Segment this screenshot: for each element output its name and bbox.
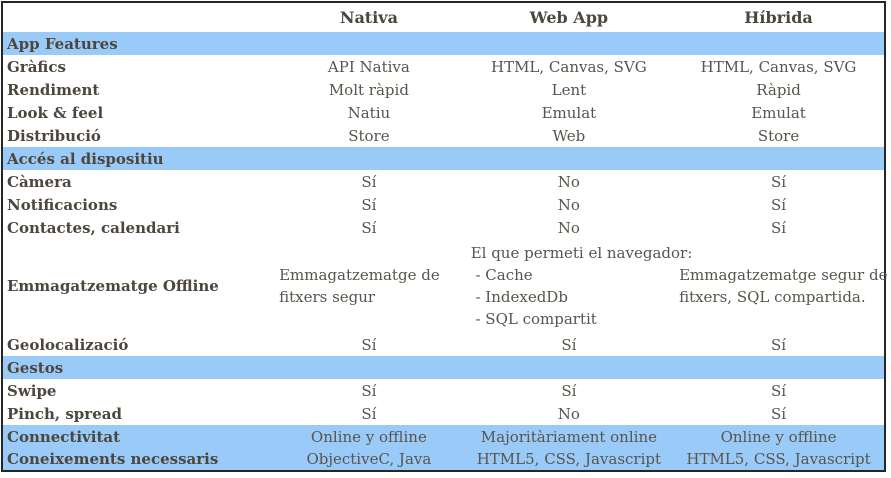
section-row (2, 356, 885, 379)
value-line: - IndexedDb (470, 288, 568, 306)
cell-value: Lent (551, 80, 587, 99)
cell-value: Sí (561, 335, 577, 354)
cell-value: HTML5, CSS, Javascript (465, 448, 673, 471)
row-label: Connectivitat (2, 425, 273, 448)
table-row (2, 78, 885, 101)
row-label: Geolocalizació (7, 335, 129, 354)
cell-value: Sí (770, 335, 787, 354)
row-label: Notificacions (7, 195, 118, 214)
multiline-value (471, 242, 693, 330)
table-row (2, 239, 885, 333)
cell-value: Sí (561, 381, 577, 400)
multiline-value (679, 264, 887, 308)
cell-value: Store (757, 126, 800, 145)
cell-value: Emulat (541, 103, 597, 122)
value-line: - SQL compartit (470, 310, 597, 328)
cell-value: Sí (361, 404, 377, 423)
cell-value: Online y offline (273, 425, 465, 448)
cell-value: No (557, 218, 580, 237)
value-line: fitxers, SQL compartida. (679, 288, 866, 306)
multiline-value (279, 264, 440, 308)
table-row (2, 402, 885, 425)
cell-value (465, 239, 693, 333)
table-row (2, 101, 885, 124)
column-header-nativa: Nativa (339, 7, 398, 27)
value-line: El que permeti el navegador: (470, 244, 693, 262)
section-row (2, 32, 885, 55)
cell-value: ObjectiveC, Java (273, 448, 465, 471)
row-label: Coneixements necessaris (2, 448, 273, 471)
row-label: Distribució (7, 126, 101, 145)
cell-value: No (557, 404, 580, 423)
cell-value: Online y offline (673, 425, 885, 448)
table-row (2, 55, 885, 78)
table-body (2, 32, 888, 471)
table-row (2, 448, 885, 471)
cell-value: No (557, 195, 580, 214)
table-row (2, 193, 885, 216)
cell-value: Molt ràpid (328, 80, 409, 99)
value-line: Emmagatzematge de (279, 266, 440, 284)
cell-value: API Nativa (327, 57, 410, 76)
cell-value: Store (348, 126, 390, 145)
table-row (2, 170, 885, 193)
cell-value: HTML5, CSS, Javascript (673, 448, 885, 471)
cell-value: Sí (361, 335, 377, 354)
cell-value: Sí (361, 195, 377, 214)
table-row (2, 124, 885, 147)
cell-value (673, 239, 888, 333)
cell-value: Sí (361, 381, 377, 400)
cell-value: Ràpid (756, 80, 801, 99)
cell-value: HTML, Canvas, SVG (700, 57, 857, 76)
cell-value: Sí (770, 404, 787, 423)
cell-value (273, 239, 465, 333)
section-label: App Features (2, 32, 885, 55)
row-label: Gràfics (7, 57, 66, 76)
value-line: fitxers segur (279, 288, 376, 306)
cell-value: Sí (361, 172, 377, 191)
cell-value: Sí (770, 195, 787, 214)
value-line: Emmagatzematge segur de (679, 266, 888, 284)
row-label: Swipe (7, 381, 57, 400)
table-row (2, 333, 885, 356)
table-row (2, 216, 885, 239)
column-header-webapp: Web App (529, 7, 609, 27)
row-label: Contactes, calendari (7, 218, 180, 237)
header-row (2, 2, 885, 32)
table-row (2, 379, 885, 402)
cell-value: Emulat (751, 103, 806, 122)
section-row (2, 147, 885, 170)
cell-value: Natiu (347, 103, 391, 122)
cell-value: No (557, 172, 580, 191)
section-label: Accés al dispositiu (2, 147, 885, 170)
cell-value: Majoritàriament online (465, 425, 673, 448)
row-label: Emmagatzematge Offline (7, 277, 219, 295)
cell-value: Sí (361, 218, 377, 237)
row-label: Càmera (7, 172, 72, 191)
row-label: Rendiment (7, 80, 100, 99)
cell-value: HTML, Canvas, SVG (490, 57, 647, 76)
column-header-hibrida: Híbrida (744, 7, 813, 27)
cell-value: Web (552, 126, 586, 145)
comparison-table (1, 1, 886, 472)
cell-value: Sí (770, 381, 787, 400)
cell-value: Sí (770, 172, 787, 191)
value-line: - Cache (470, 266, 533, 284)
section-label: Gestos (2, 356, 885, 379)
row-label: Pinch, spread (7, 404, 122, 423)
cell-value: Sí (770, 218, 787, 237)
table-row (2, 425, 885, 448)
row-label: Look & feel (7, 103, 104, 122)
corner-header-cell (2, 2, 273, 32)
